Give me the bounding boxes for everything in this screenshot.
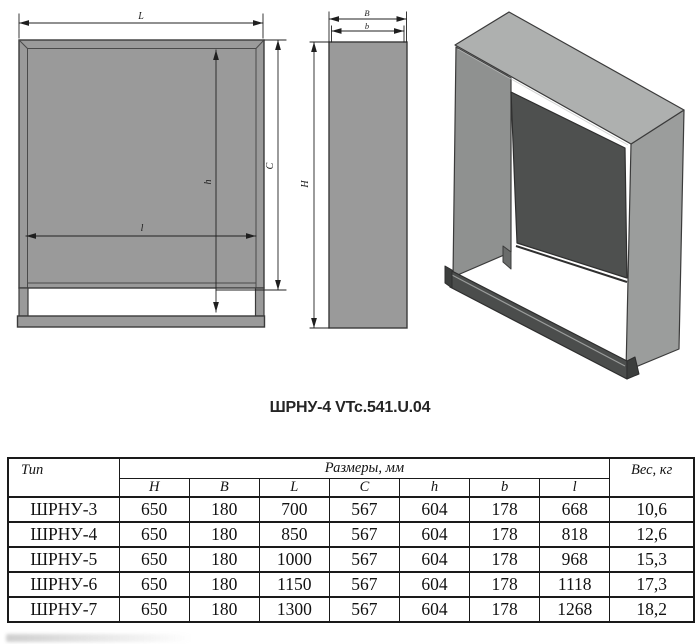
- value-cell: 567: [329, 597, 399, 622]
- value-cell: 180: [189, 547, 259, 572]
- value-cell: 604: [399, 547, 469, 572]
- table-row: [8, 597, 694, 622]
- value-cell: 650: [119, 522, 189, 547]
- type-cell: ШРНУ-5: [8, 547, 119, 572]
- value-cell: 650: [119, 597, 189, 622]
- value-cell: 180: [189, 572, 259, 597]
- dim-label-l: l: [140, 223, 144, 234]
- value-cell: 604: [399, 522, 469, 547]
- col-header-C: C: [329, 479, 399, 498]
- value-cell: 1118: [540, 572, 610, 597]
- value-cell: 178: [470, 522, 540, 547]
- value-cell: 178: [470, 497, 540, 522]
- dim-label-B: B: [364, 8, 370, 18]
- table-header-row: [8, 458, 694, 479]
- table-row: [8, 522, 694, 547]
- dim-label-L: L: [138, 11, 144, 22]
- value-cell: 180: [189, 497, 259, 522]
- value-cell: 15,3: [610, 547, 694, 572]
- col-header-weight: Вес, кг: [610, 458, 694, 497]
- iso-rail-left-cap: [445, 266, 452, 288]
- table-row: [8, 572, 694, 597]
- dim-label-b: b: [364, 21, 370, 31]
- col-header-H: H: [119, 479, 189, 498]
- front-view: [18, 11, 287, 327]
- page-title: ШРНУ-4 VTc.541.U.04: [269, 399, 431, 416]
- table-row: [8, 497, 694, 522]
- watermark-smudge: [6, 634, 191, 642]
- value-cell: 1300: [259, 597, 329, 622]
- value-cell: 668: [540, 497, 610, 522]
- type-cell: ШРНУ-7: [8, 597, 119, 622]
- value-cell: 18,2: [610, 597, 694, 622]
- type-cell: ШРНУ-4: [8, 522, 119, 547]
- value-cell: 1000: [259, 547, 329, 572]
- dim-label-h: h: [203, 179, 214, 185]
- col-header-L: L: [259, 479, 329, 498]
- iso-left-wall: [453, 47, 511, 277]
- value-cell: 604: [399, 497, 469, 522]
- value-cell: 1268: [540, 597, 610, 622]
- iso-view: [445, 12, 684, 379]
- value-cell: 12,6: [610, 522, 694, 547]
- dimensions-table: [7, 457, 695, 623]
- value-cell: 650: [119, 547, 189, 572]
- table-body: [8, 497, 694, 622]
- value-cell: 567: [329, 522, 399, 547]
- value-cell: 650: [119, 572, 189, 597]
- col-header-dimensions: Размеры, мм: [119, 458, 610, 479]
- front-body: [19, 40, 264, 288]
- col-header-b: b: [470, 479, 540, 498]
- iso-bottom-rail: [450, 270, 627, 379]
- value-cell: 604: [399, 597, 469, 622]
- value-cell: 567: [329, 547, 399, 572]
- value-cell: 178: [470, 572, 540, 597]
- value-cell: 604: [399, 572, 469, 597]
- dim-label-C: C: [265, 162, 276, 170]
- value-cell: 567: [329, 572, 399, 597]
- value-cell: 567: [329, 497, 399, 522]
- value-cell: 700: [259, 497, 329, 522]
- value-cell: 178: [470, 547, 540, 572]
- value-cell: 17,3: [610, 572, 694, 597]
- value-cell: 650: [119, 497, 189, 522]
- type-cell: ШРНУ-3: [8, 497, 119, 522]
- table-row: [8, 547, 694, 572]
- value-cell: 850: [259, 522, 329, 547]
- value-cell: 818: [540, 522, 610, 547]
- dim-label-H: H: [300, 180, 311, 188]
- col-header-type: Тип: [8, 458, 119, 497]
- front-left-column: [19, 288, 28, 316]
- iso-right-panel: [626, 110, 684, 371]
- side-view: [300, 8, 407, 328]
- col-header-l: l: [540, 479, 610, 498]
- front-base-bar: [18, 316, 265, 327]
- value-cell: 180: [189, 597, 259, 622]
- value-cell: 10,6: [610, 497, 694, 522]
- value-cell: 1150: [259, 572, 329, 597]
- value-cell: 178: [470, 597, 540, 622]
- value-cell: 968: [540, 547, 610, 572]
- value-cell: 180: [189, 522, 259, 547]
- col-header-B: B: [189, 479, 259, 498]
- type-cell: ШРНУ-6: [8, 572, 119, 597]
- col-header-h: h: [399, 479, 469, 498]
- front-right-column: [256, 288, 265, 316]
- side-body: [329, 42, 407, 328]
